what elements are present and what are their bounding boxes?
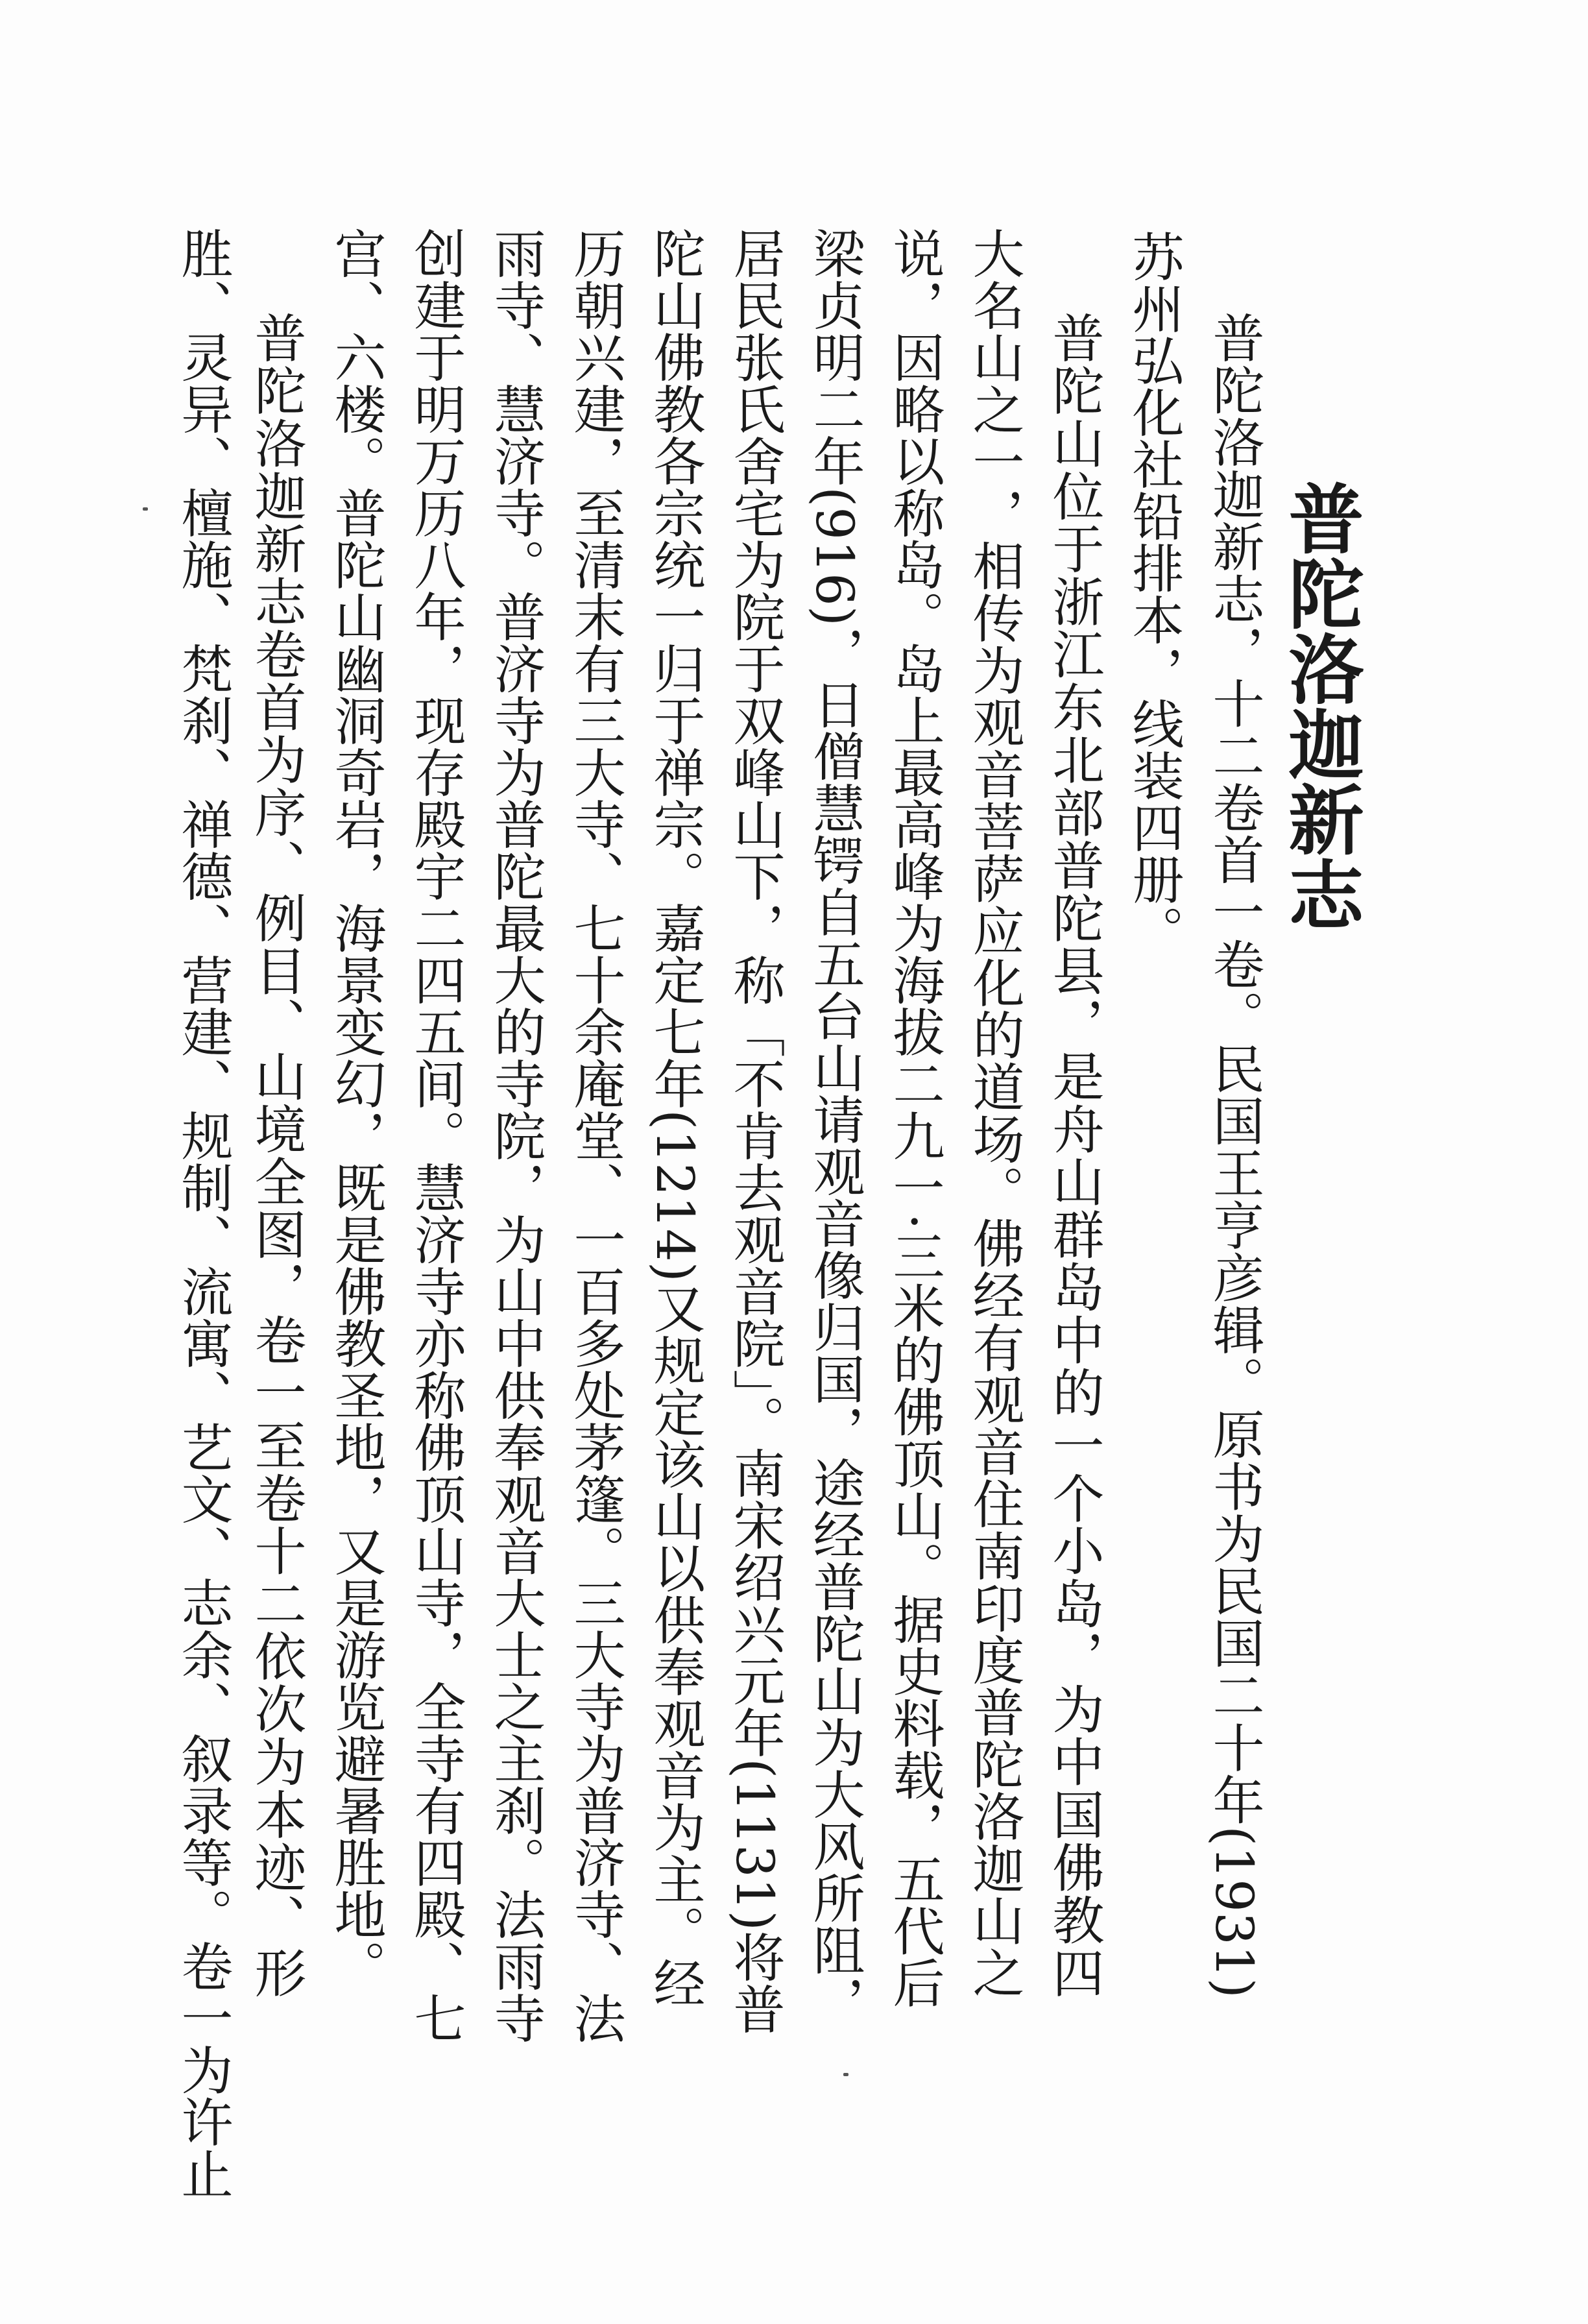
page-title: 普陀洛迦新志 [1276, 480, 1364, 932]
text-column-1: 普陀洛迦新志，十二卷首一卷。民国王亨彦辑。原书为民国二十年(1931) [1204, 311, 1264, 1998]
text-column-2: 苏州弘化社铅排本，线装四册。 [1124, 230, 1184, 957]
text-column-12: 宫、六楼。普陀山幽洞奇岩，海景变幻，既是佛教圣地，又是游览避暑胜地。 [326, 227, 386, 1992]
text-column-10: 雨寺、慧济寺。普济寺为普陀最大的寺院，为山中供奉观音大士之主刹。法雨寺 [485, 227, 546, 2044]
text-column-11: 创建于明万历八年，现存殿宇二四五间。慧济寺亦称佛顶山寺，全寺有四殿、七 [405, 227, 466, 2044]
text-column-13: 普陀洛迦新志卷首为序、例目、山境全图，卷一至卷十二依次为本迹、形 [246, 311, 306, 1998]
text-column-3: 普陀山位于浙江东北部普陀县，是舟山群岛中的一个小岛，为中国佛教四 [1044, 311, 1104, 1998]
text-column-8: 陀山佛教各宗统一归于禅宗。嘉定七年(1214)又规定该山以供奉观音为主。经 [645, 227, 705, 2009]
scan-speck [843, 2073, 848, 2076]
text-column-5: 说，因略以称岛。岛上最高峰为海拔二九一·三米的佛顶山。据史料载，五代后 [884, 227, 944, 2009]
text-column-6: 梁贞明二年(916)，日僧慧锷自五台山请观音像归国，途经普陀山为大风所阻， [804, 227, 865, 2028]
text-column-9: 历朝兴建，至清末有三大寺、七十余庵堂、一百多处茅篷。三大寺为普济寺、法 [565, 227, 625, 2044]
text-column-4: 大名山之一，相传为观音菩萨应化的道场。佛经有观音住南印度普陀洛迦山之 [964, 227, 1024, 1998]
scan-speck [143, 507, 148, 511]
text-column-7: 居民张氏舍宅为院于双峰山下，称「不肯去观音院」。南宋绍兴元年(1131)将普 [725, 227, 785, 2035]
text-column-14: 胜、灵异、檀施、梵刹、禅德、营建、规制、流寓、艺文、志余、叙录等。卷一为许止 [173, 227, 233, 2199]
